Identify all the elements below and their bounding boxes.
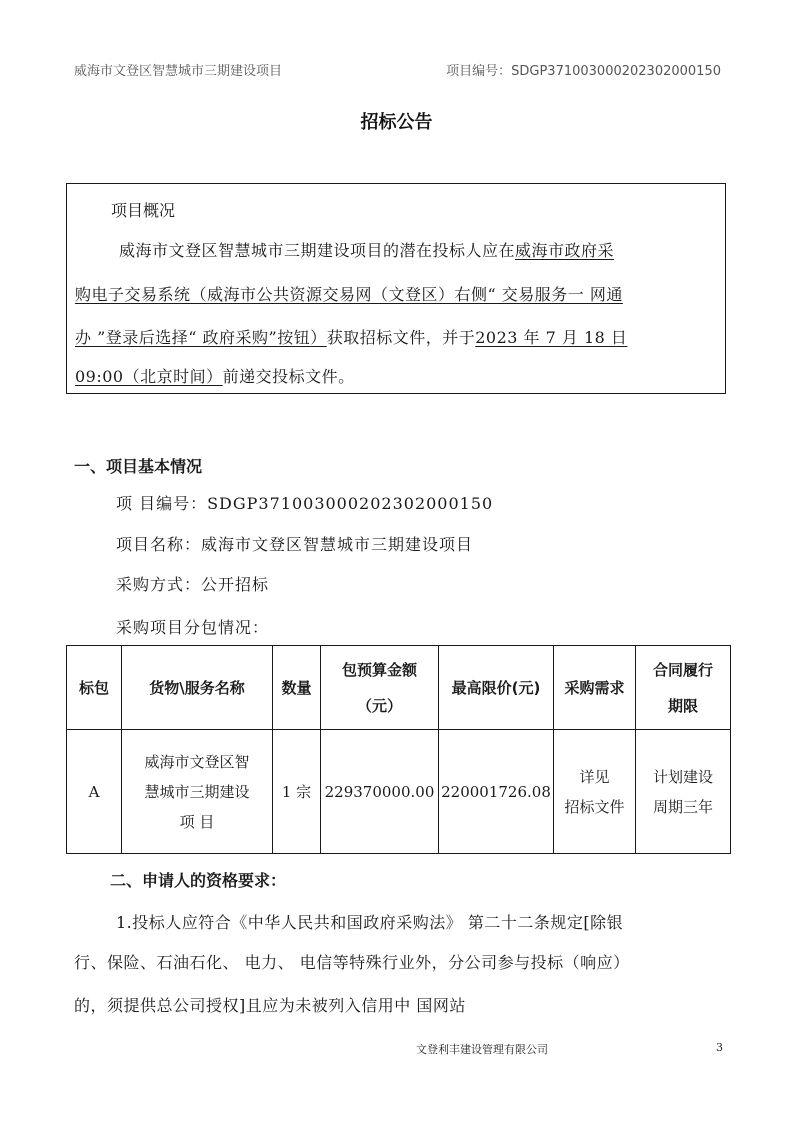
overview-line-3 <box>75 325 627 348</box>
header-budget-line-1: 包预算金额 <box>341 660 417 679</box>
header-project-number: 项目编号：SDGP371003000202302000150 <box>446 64 721 79</box>
cell-max-price: 220001726.08 <box>439 730 554 854</box>
section-2-heading: 二、申请人的资格要求： <box>110 871 287 890</box>
table-row <box>67 730 731 854</box>
cell-goods <box>122 730 273 854</box>
cell-goods-line-2: 慧城市三期建设 <box>144 782 250 801</box>
cell-goods-line-1: 威海市文登区智 <box>144 752 250 771</box>
requirement-line-1: 1.投标人应符合《中华人民共和国政府采购法》 第二十二条规定[除银 <box>116 913 624 932</box>
overview-deadline-time: 09:00（北京时间） <box>75 367 223 386</box>
header-goods: 货物\服务名称 <box>122 646 273 730</box>
header-max-price: 最高限价(元) <box>439 646 554 730</box>
overview-line-1-text: 威海市文登区智慧城市三期建设项目的潜在投标人应在 <box>119 241 516 260</box>
page-title: 招标公告 <box>360 112 433 133</box>
overview-line-4-text: 前递交投标文件。 <box>222 367 355 386</box>
info-project-number: 项 目编号：SDGP371003000202302000150 <box>116 494 494 513</box>
header-demand: 采购需求 <box>554 646 636 730</box>
header-period-line-1: 合同履行 <box>652 660 713 679</box>
footer-company: 文登利丰建设管理有限公司 <box>416 1043 548 1056</box>
info-packages-label: 采购项目分包情况： <box>116 618 270 637</box>
requirement-line-2: 行、保险、石油石化、 电力、 电信等特殊行业外，分公司参与投标（响应） <box>74 953 630 972</box>
overview-heading: 项目概况 <box>111 201 176 220</box>
header-period <box>636 646 731 730</box>
info-procurement-method: 采购方式：公开招标 <box>116 575 270 594</box>
overview-deadline-date: 2023 年 7 月 18 日 <box>475 328 628 347</box>
cell-period-line-1: 计划建设 <box>652 767 713 786</box>
header-period-line-2: 期限 <box>667 696 698 715</box>
cell-period <box>636 730 731 854</box>
cell-demand-line-2: 招标文件 <box>564 797 625 816</box>
overview-line-1-underlined: 威海市政府采 <box>515 241 615 260</box>
header-budget <box>321 646 439 730</box>
requirement-line-3: 的，须提供总公司授权]且应为未被列入信用中 国网站 <box>74 996 466 1015</box>
overview-line-4 <box>75 364 355 387</box>
table-header-row <box>67 646 731 730</box>
header-quantity: 数量 <box>273 646 321 730</box>
header-package: 标包 <box>67 646 122 730</box>
page-number: 3 <box>716 1041 723 1054</box>
section-1-heading: 一、项目基本情况 <box>74 457 203 476</box>
overview-line-2: 购电子交易系统（威海市公共资源交易网（文登区）右侧“ 交易服务一 网通 <box>75 285 623 304</box>
info-project-name: 项目名称：威海市文登区智慧城市三期建设项目 <box>116 535 474 554</box>
cell-package: A <box>67 730 122 854</box>
overview-box <box>66 183 726 394</box>
cell-demand <box>554 730 636 854</box>
cell-budget: 229370000.00 <box>321 730 439 854</box>
overview-line-3-text: 获取招标文件，并于 <box>326 328 476 347</box>
overview-line-1 <box>119 238 614 261</box>
cell-demand-line-1: 详见 <box>579 767 610 786</box>
overview-line-3-underlined: 办 ”登录后选择“ 政府采购”按钮） <box>75 328 327 347</box>
header-project-name: 威海市文登区智慧城市三期建设项目 <box>74 64 283 79</box>
cell-quantity: 1 宗 <box>273 730 321 854</box>
cell-period-line-2: 周期三年 <box>652 797 713 816</box>
cell-goods-line-3: 项 目 <box>179 812 215 831</box>
package-table <box>66 645 731 854</box>
header-budget-line-2: （元） <box>356 696 402 715</box>
